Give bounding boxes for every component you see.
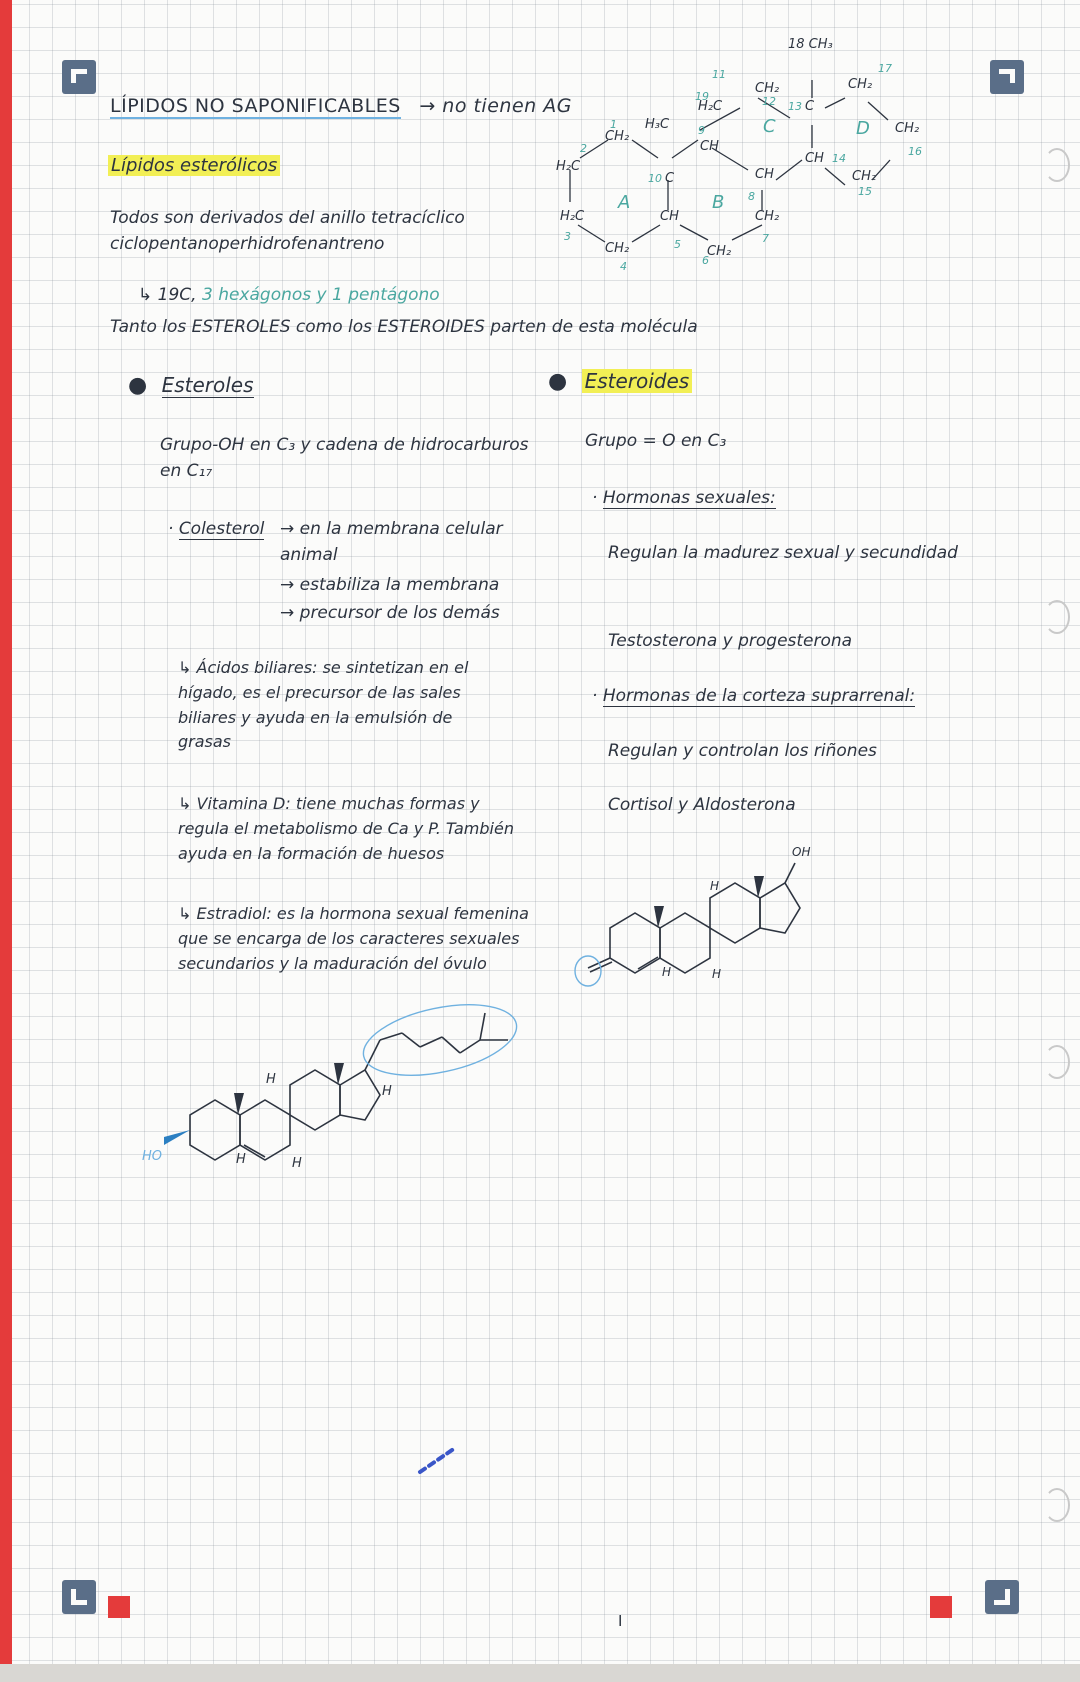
atom-label: CH₂ <box>605 129 630 144</box>
carbon-number: 8 <box>748 190 755 203</box>
carbon-number: 12 <box>762 95 776 108</box>
atom-label: C <box>805 99 815 114</box>
cholesterol-structure <box>140 995 520 1235</box>
atom-label: C <box>665 171 675 186</box>
esteroles-definition: Grupo-OH en C₃ y cadena de hidrocarburos en C₁₇ <box>160 435 529 482</box>
atom-label: CH₂ <box>707 244 732 259</box>
carbon-number: 3 <box>564 230 571 243</box>
steroid-hormone-structure <box>570 828 820 1008</box>
corner-mark-top-left <box>62 60 96 94</box>
atom-label: 18 CH₃ <box>788 37 833 52</box>
hormonas-corteza-examples: Cortisol y Aldosterona <box>608 795 796 815</box>
h-label: H <box>236 1152 246 1167</box>
carbon-number: 2 <box>580 142 587 155</box>
atom-label: CH <box>660 209 679 224</box>
red-margin <box>0 0 12 1682</box>
colesterol-line-1: → en la membrana celular animal <box>280 519 503 566</box>
acidos-biliares: ↳ Ácidos biliares: se sintetizan en el hígado, es el precursor de las sales biliares y ayuda en la emulsión de grasas <box>178 658 469 752</box>
carbon-number: 11 <box>712 68 726 81</box>
steroid-nucleus-diagram <box>550 30 920 280</box>
atom-label: CH₂ <box>605 241 630 256</box>
colesterol-line-3: → precursor de los demás <box>280 603 500 623</box>
h-label: H <box>292 1156 302 1171</box>
section-heading: Lípidos esterólicos <box>108 152 280 180</box>
atom-label: CH₂ <box>755 209 780 224</box>
esteroles-heading: ● Esteroles <box>128 373 254 398</box>
intro-text: Todos son derivados del anillo tetracíclico ciclopentanoperhidrofenantreno <box>110 208 465 255</box>
corner-mark-top-right <box>990 60 1024 94</box>
atom-label: H₃C <box>645 117 670 132</box>
intro-sentence: Tanto los ESTEROLES como los ESTEROIDES parten de esta molécula <box>110 317 698 337</box>
ring-label: C <box>763 116 776 137</box>
page-title <box>110 92 572 121</box>
h-label: H <box>712 967 722 981</box>
pen-mark <box>415 1440 465 1480</box>
page-bottom-edge <box>0 1664 1080 1682</box>
carbon-number: 13 <box>788 100 802 113</box>
binder-hole <box>1044 600 1070 634</box>
hormonas-corteza-text: Regulan y controlan los riñones <box>608 741 877 761</box>
ho-label: HO <box>142 1149 163 1164</box>
atom-label: CH₂ <box>848 77 873 92</box>
corner-mark-bottom-right <box>985 1580 1019 1614</box>
carbon-number: 15 <box>858 185 872 198</box>
ketone-circle <box>575 956 601 986</box>
colesterol-line-2: → estabiliza la membrana <box>280 575 500 595</box>
esteroides-heading: ● Esteroides <box>548 366 692 397</box>
carbon-number: 9 <box>698 124 705 137</box>
h-label: H <box>382 1084 392 1099</box>
carbon-number: 7 <box>762 232 769 245</box>
atom-label: H₂C <box>698 99 723 114</box>
carbon-number: 1 <box>610 118 617 131</box>
carbon-number: 14 <box>832 152 846 165</box>
atom-label: H₂C <box>560 209 585 224</box>
oh-label: OH <box>792 845 811 859</box>
hormonas-sexuales-heading: · Hormonas sexuales: <box>592 488 776 508</box>
ring-label: A <box>618 192 631 213</box>
atom-label: CH₂ <box>895 121 920 136</box>
atom-label: CH <box>700 139 719 154</box>
binder-hole <box>1044 1488 1070 1522</box>
title-note: → no tienen AG <box>419 95 572 117</box>
ring-label: D <box>856 118 870 139</box>
colesterol-label: · Colesterol <box>168 519 265 539</box>
ring-label: B <box>712 192 725 213</box>
carbon-number: 10 <box>648 172 662 185</box>
carbon-number: 16 <box>908 145 922 158</box>
carbon-number: 17 <box>878 62 892 75</box>
page-mark: I <box>618 1612 623 1630</box>
hormonas-corteza-heading: · Hormonas de la corteza suprarrenal: <box>592 686 916 706</box>
atom-label: H₂C <box>556 159 581 174</box>
h-label: H <box>710 879 720 893</box>
hormonas-sexuales-text: Regulan la madurez sexual y secundidad <box>608 543 958 563</box>
sub-note: ↳ 19C, 3 hexágonos y 1 pentágono <box>138 285 440 305</box>
carbon-number: 4 <box>620 260 627 273</box>
carbon-number: 19 <box>695 90 709 103</box>
atom-label: CH₂ <box>852 169 877 184</box>
title-text: LÍPIDOS NO SAPONIFICABLES <box>110 95 401 117</box>
red-square-left <box>108 1596 130 1618</box>
corner-mark-bottom-left <box>62 1580 96 1614</box>
carbon-number: 6 <box>702 254 709 267</box>
h-label: H <box>662 965 672 979</box>
h-label: H <box>266 1072 276 1087</box>
estradiol: ↳ Estradiol: es la hormona sexual femenina que se encarga de los caracteres sexuales secundarios y la maduración del óvulo <box>178 904 529 973</box>
hormonas-sexuales-examples: Testosterona y progesterona <box>608 631 853 651</box>
atom-label: CH <box>755 167 774 182</box>
esteroides-definition: Grupo = O en C₃ <box>585 431 727 451</box>
binder-hole <box>1044 148 1070 182</box>
carbon-number: 5 <box>674 238 681 251</box>
atom-label: CH <box>805 151 824 166</box>
vitamina-d: ↳ Vitamina D: tiene muchas formas y regula el metabolismo de Ca y P. También ayuda en la formación de huesos <box>178 794 514 863</box>
red-square-right <box>930 1596 952 1618</box>
atom-label: CH₂ <box>755 81 780 96</box>
binder-hole <box>1044 1045 1070 1079</box>
